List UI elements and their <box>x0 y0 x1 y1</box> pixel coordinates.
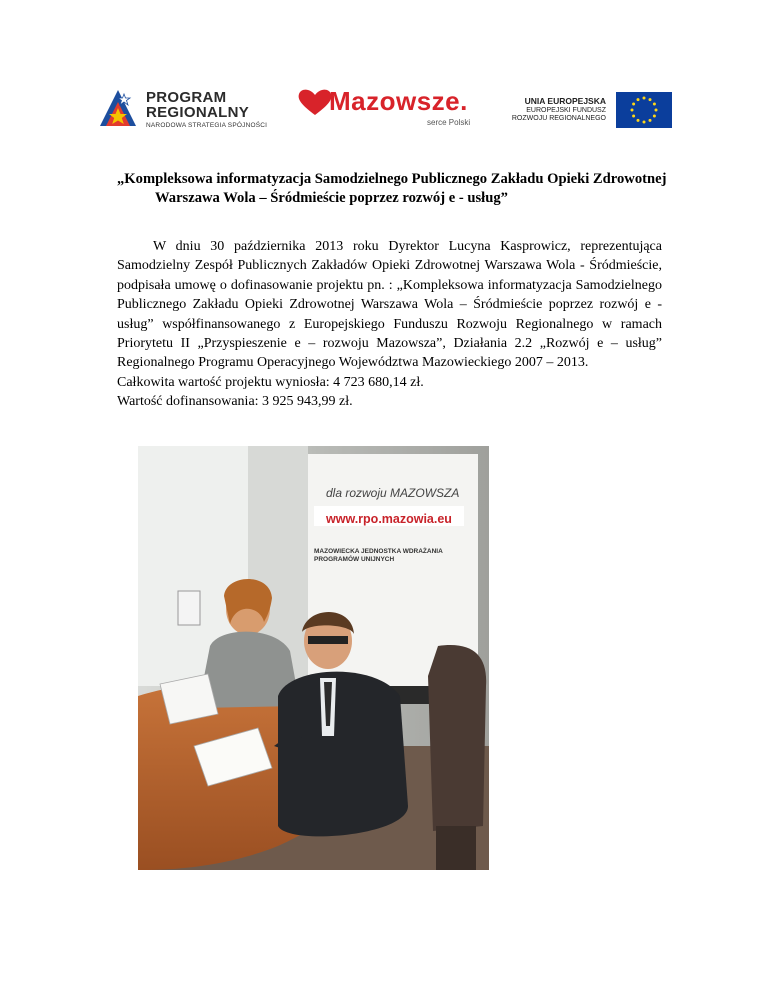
title-line-2: Warszawa Wola – Śródmieście poprzez rozwój e - usług” <box>155 190 508 206</box>
banner-tagline: dla rozwoju MAZOWSZA <box>326 486 460 500</box>
banner-agency-line-2: PROGRAMÓW UNIJNYCH <box>314 556 395 563</box>
signing-photo <box>138 446 489 870</box>
photo-illustration <box>138 446 489 870</box>
body-paragraph: W dniu 30 października 2013 roku Dyrektor Lucyna Kasprowicz, reprezentująca Samodzielny Zespół Publicznych Zakładów Opieki Zdrowotnej Warszawa Wola - Śródmieście, podpisała umowę o dofinasowanie projektu pn. : „Kompleksowa informatyzacja Samodzielnego Publicznego Zakładu Opieki Zdrowotnej Warszawa Wola – Śródmieście poprzez rozwój e - usług” współfinansowanego z Europejskiego Funduszu Rozwoju Regionalnego w ramach Priorytetu II „Przyspieszenie e – rozwoju Mazowsza”, Działania 2.2 „Rozwój e – usług” Regionalnego Programu Operacyjnego Województwa Mazowieckiego 2007 – 2013. <box>117 239 662 371</box>
program-regionalny-star-icon <box>96 86 140 132</box>
mazowsze-logo <box>297 82 497 136</box>
mazowsze-tagline: serce Polski <box>427 118 471 127</box>
eu-label: UNIA EUROPEJSKA <box>524 96 606 106</box>
eu-fund-label-1: EUROPEJSKI FUNDUSZ <box>526 107 606 114</box>
banner-url: www.rpo.mazowia.eu <box>326 512 452 526</box>
eu-logo <box>512 88 676 132</box>
banner-agency-line-1: MAZOWIECKA JEDNOSTKA WDRAŻANIA <box>314 548 443 555</box>
eu-fund-label-2: ROZWOJU REGIONALNEGO <box>511 115 606 122</box>
project-values <box>117 373 662 411</box>
total-value: Całkowita wartość projektu wyniosła: 4 723 680,14 zł. <box>117 375 424 390</box>
cofinancing-value: Wartość dofinansowania: 3 925 943,99 zł. <box>117 394 353 409</box>
program-label: PROGRAM <box>146 89 227 106</box>
heart-icon <box>297 88 333 116</box>
regionalny-label: REGIONALNY <box>146 104 250 121</box>
program-regionalny-logo <box>92 82 282 136</box>
title-line-1: „Kompleksowa informatyzacja Samodzielnego Publicznego Zakładu Opieki Zdrowotnej <box>117 171 667 187</box>
logo-strip <box>92 82 676 136</box>
eu-flag-icon <box>616 92 672 128</box>
mazowsze-wordmark: Mazowsze. <box>329 86 468 116</box>
strategy-label: NARODOWA STRATEGIA SPÓJNOŚCI <box>146 122 268 129</box>
document-title <box>117 170 677 208</box>
